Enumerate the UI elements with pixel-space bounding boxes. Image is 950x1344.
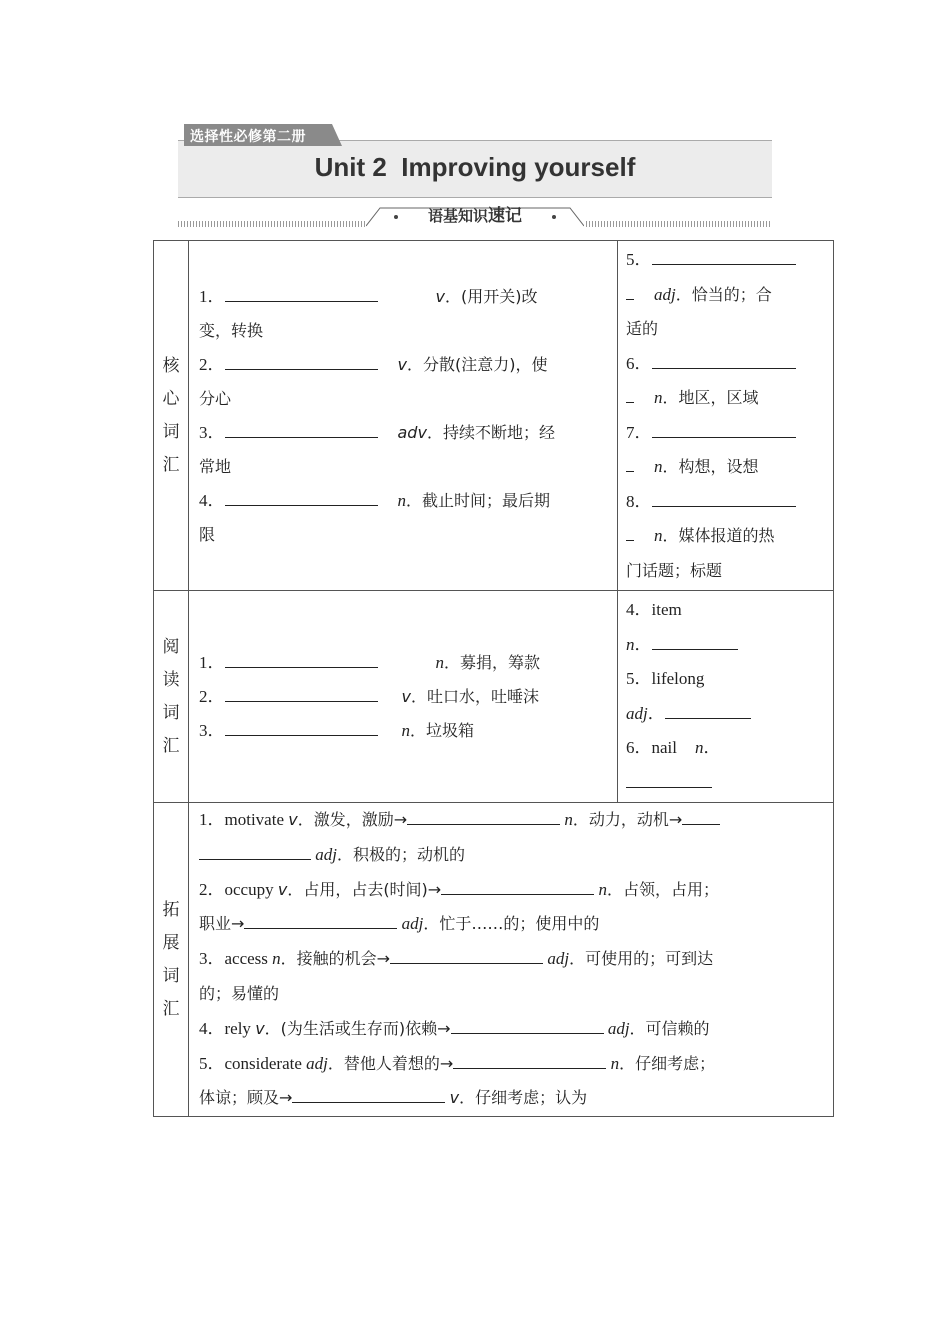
- cat-char: 词: [162, 702, 180, 723]
- item-num: 5．: [626, 250, 652, 269]
- cat-char: 词: [162, 965, 180, 986]
- item-num: 1．: [199, 652, 225, 672]
- core-item-1: [199, 280, 607, 314]
- cat-char: 心: [162, 388, 180, 409]
- pos: v: [277, 879, 288, 899]
- reading-item-4: [626, 593, 825, 628]
- section-banner-label: [366, 204, 584, 228]
- definition: ．可使用的；可到达: [569, 949, 714, 969]
- answer-blank[interactable]: [665, 698, 751, 719]
- answer-blank[interactable]: [225, 281, 378, 302]
- extended-item-3: [199, 942, 823, 977]
- word: nail: [651, 738, 677, 757]
- core-item-4: [199, 484, 607, 518]
- cat-char: 读: [162, 669, 180, 690]
- core-vocab-right: [618, 241, 834, 591]
- answer-blank[interactable]: [244, 908, 397, 929]
- answer-blank[interactable]: [225, 485, 378, 506]
- word: lifelong: [651, 669, 705, 688]
- cat-char: 词: [162, 421, 180, 442]
- answer-blank[interactable]: [292, 1082, 445, 1103]
- item-num: 1．: [199, 286, 225, 306]
- pos: n: [626, 634, 635, 654]
- answer-blank[interactable]: [225, 681, 378, 702]
- definition: ．替他人着想的→: [327, 1053, 454, 1073]
- cat-char: 汇: [162, 735, 180, 756]
- definition: ．仔细考虑；认为: [459, 1088, 588, 1108]
- cat-char: 拓: [162, 899, 180, 920]
- item-num: 3．: [199, 720, 225, 740]
- pos: n: [397, 490, 406, 510]
- definition: ．恰当的；合: [675, 284, 772, 304]
- definition: 职业→: [199, 914, 245, 934]
- book-tab-label: 选择性必修第二册: [190, 129, 306, 145]
- definition: ．激发，激励→: [297, 810, 408, 829]
- definition: ．积极的；动机的: [336, 844, 465, 864]
- definition: ．接触的机会→: [280, 949, 391, 969]
- extended-vocab-label: [154, 803, 189, 1117]
- book-tab: [184, 124, 334, 146]
- pos: n: [610, 1053, 620, 1073]
- answer-blank[interactable]: [652, 629, 738, 650]
- definition: ．垃圾箱: [410, 720, 475, 740]
- item-num: 8．: [626, 491, 652, 511]
- pos: n: [564, 810, 573, 829]
- definition: ．分散(注意力)，使: [406, 354, 548, 374]
- core-item-7: [626, 416, 825, 451]
- reading-item-1: [199, 646, 607, 680]
- item-num: 6．: [626, 353, 652, 373]
- definition: ．可信赖的: [629, 1018, 710, 1038]
- word: rely: [224, 1018, 251, 1038]
- cat-char: 阅: [162, 636, 180, 657]
- core-item-5: [626, 243, 825, 278]
- pos: adv: [397, 422, 427, 442]
- section-banner: [178, 204, 772, 230]
- answer-blank[interactable]: [652, 417, 796, 438]
- extended-vocab-row: [154, 803, 834, 1117]
- definition-cont: 的；易懂的: [199, 983, 280, 1003]
- pos: n: [654, 526, 663, 545]
- answer-blank[interactable]: [652, 348, 796, 369]
- answer-blank-cont[interactable]: [626, 279, 634, 300]
- definition: ．(用开关)改: [444, 286, 538, 306]
- definition: ．构想，设想: [662, 457, 759, 476]
- definition-cont: 常地: [199, 456, 232, 476]
- answer-blank[interactable]: [407, 804, 560, 825]
- pos: n: [598, 879, 607, 899]
- item-num: 5．: [626, 669, 652, 688]
- pos: v: [401, 686, 411, 706]
- item-num: 5．: [199, 1053, 225, 1073]
- item-num: 3．: [199, 422, 225, 442]
- definition-cont: 分心: [199, 388, 232, 408]
- word: occupy: [224, 879, 274, 899]
- unit-header: [178, 122, 772, 200]
- item-num: 7．: [626, 422, 652, 442]
- word: access: [224, 949, 268, 969]
- definition: ．忙于……的；使用中的: [423, 914, 600, 934]
- pos: v: [255, 1018, 265, 1038]
- reading-vocab-label: [154, 591, 189, 803]
- extended-item-4: [199, 1012, 823, 1047]
- extended-item-2: [199, 873, 823, 908]
- pos: adj: [626, 703, 648, 723]
- definition-cont: 适的: [626, 319, 659, 338]
- pos: n: [695, 738, 704, 757]
- reading-vocab-row: [154, 591, 834, 803]
- core-item-6: [626, 347, 825, 382]
- definition-cont: 限: [199, 524, 216, 544]
- item-num: 4．: [199, 1018, 225, 1038]
- answer-blank-cont[interactable]: [626, 382, 634, 403]
- definition: ．占领，占用；: [606, 879, 719, 899]
- reading-item-2: [199, 680, 607, 714]
- definition: ．募捐，筹款: [444, 652, 541, 672]
- reading-vocab-right: 4．item n． 5．lifelong adj． 6．nail n．: [618, 591, 834, 803]
- item-num: 2．: [199, 354, 225, 374]
- answer-blank[interactable]: [652, 244, 796, 265]
- answer-blank-cont[interactable]: [199, 839, 311, 860]
- definition: ．(为生活或生存而)依赖→: [264, 1018, 451, 1038]
- pos: adj: [315, 844, 337, 864]
- answer-blank-cont[interactable]: [626, 520, 634, 541]
- word: item: [651, 600, 682, 619]
- answer-blank[interactable]: [225, 647, 378, 668]
- extended-vocab-content: [189, 803, 834, 1117]
- core-vocab-row: [154, 241, 834, 591]
- core-item-2: [199, 348, 607, 382]
- cat-char: 汇: [162, 454, 180, 475]
- core-vocab-left: [189, 241, 618, 591]
- definition: ．持续不断地；经: [426, 422, 555, 442]
- answer-blank-cont[interactable]: [626, 451, 634, 472]
- item-num: 4．: [199, 490, 225, 510]
- pos: v: [449, 1088, 460, 1108]
- pos: v: [288, 810, 298, 829]
- item-num: 2．: [199, 879, 225, 899]
- pos: v: [435, 286, 445, 306]
- extended-item-1: [199, 803, 823, 838]
- reading-vocab-left: [189, 591, 618, 803]
- answer-blank[interactable]: [390, 943, 543, 964]
- item-num: 6．: [626, 738, 652, 757]
- pos: adj: [607, 1018, 630, 1038]
- item-num: 3．: [199, 949, 225, 969]
- answer-blank[interactable]: [225, 417, 378, 438]
- core-item-3: [199, 416, 607, 450]
- pos: adj: [306, 1053, 328, 1073]
- answer-blank[interactable]: [225, 715, 378, 736]
- definition-cont: 变，转换: [199, 320, 264, 340]
- pos: n: [435, 652, 444, 672]
- pos: adj: [547, 949, 570, 969]
- answer-blank[interactable]: [225, 349, 378, 370]
- pos: n: [654, 388, 663, 407]
- unit-title: Unit 2 Improving yourself: [314, 152, 636, 182]
- answer-blank[interactable]: [453, 1048, 606, 1069]
- pos: v: [397, 354, 407, 374]
- cat-char: 核: [162, 355, 180, 376]
- definition: ．动力，动机→: [572, 810, 683, 829]
- answer-blank[interactable]: [626, 767, 712, 788]
- pos: n: [401, 720, 410, 740]
- definition: ．地区，区域: [662, 388, 759, 407]
- vocab-table: [153, 240, 834, 1117]
- pos: adj: [654, 284, 676, 304]
- reading-item-3: [199, 714, 607, 748]
- cat-char: 展: [162, 932, 180, 953]
- definition: ．占用，占去(时间)→: [287, 879, 442, 899]
- answer-blank[interactable]: [451, 1013, 604, 1034]
- pos: adj: [401, 914, 424, 934]
- pos: n: [654, 457, 663, 476]
- pos: n: [272, 949, 281, 969]
- definition: ．截止时间；最后期: [406, 490, 551, 510]
- reading-item-6: 6．nail n．: [626, 738, 721, 757]
- definition: ．吐口水，吐唾沫: [410, 686, 539, 706]
- definition: 体谅；顾及→: [199, 1088, 293, 1108]
- word: motivate: [224, 810, 284, 829]
- item-num: 1．: [199, 810, 225, 829]
- item-num: 4．: [626, 600, 652, 619]
- answer-blank[interactable]: [652, 486, 796, 507]
- definition-cont: 门话题；标题: [626, 560, 723, 580]
- extended-item-5: [199, 1047, 823, 1082]
- section-banner-pre: 语基知识: [427, 207, 488, 225]
- core-item-8: [626, 485, 825, 520]
- answer-blank[interactable]: [441, 874, 594, 895]
- answer-blank[interactable]: [682, 804, 720, 825]
- core-vocab-label: [154, 241, 189, 591]
- item-num: 2．: [199, 686, 225, 706]
- definition: ．媒体报道的热: [662, 526, 775, 545]
- reading-item-5: [626, 662, 825, 697]
- cat-char: 汇: [162, 998, 180, 1019]
- definition: ．仔细考虑；: [619, 1053, 716, 1073]
- word: considerate: [224, 1053, 302, 1073]
- section-banner-bold: 速记: [488, 206, 522, 226]
